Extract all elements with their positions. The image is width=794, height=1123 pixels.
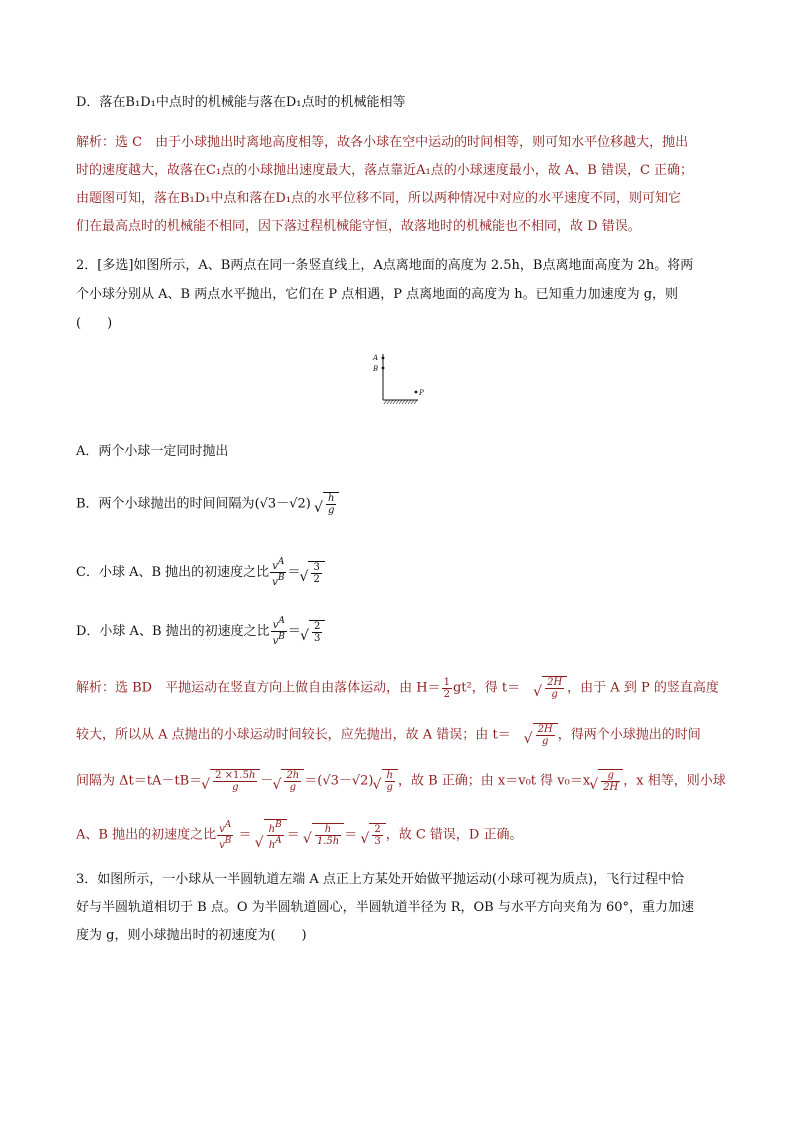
q2-stem-line-3: ( ) [76,316,113,331]
q2-analysis-1a: 解析：选 BD 平抛运动在竖直方向上做自由落体运动，由 H＝ [76,680,441,696]
q3-stem-line-1: 3．如图所示，一小球从一半圆轨道左端 A 点正上方某处开始做平抛运动(小球可视为质点)，飞行过程中恰 [76,872,685,887]
q2-analysis-3e: ，x 相等，则小球 [623,773,726,789]
q2-option-d: D．小球 A、B 抛出的初速度之比 $\frac{vA}{vB}$ ＝ √ $\frac{2}{3}$ [76,616,325,647]
q2-analysis-line-1: 解析：选 BD 平抛运动在竖直方向上做自由落体运动，由 H＝ $\frac{1}{2}$ gt²，得 t＝ √ $\frac{2H}{g}$ ，由于 A 到 P 的竖直高度 [76,676,719,700]
q2-analysis-3a: 间隔为 Δt＝tA－tB＝ [76,773,203,789]
q2-analysis-1b: gt²，得 t＝ [452,680,521,696]
q2-option-b-text: B．两个小球抛出的时间间隔为 [76,496,255,512]
q2-option-d-radical: √ $\frac{2}{3}$ [309,620,325,644]
q2-figure [368,348,424,408]
q1-option-d: D．落在B₁D₁中点时的机械能与落在D₁点时的机械能相等 [76,95,406,110]
q2-option-b [76,492,339,516]
q3-stem-line-3: 度为 g，则小球抛出时的初速度为( ) [76,928,307,943]
point-p-dot [415,391,418,394]
q2-option-a: A．两个小球一定同时抛出 [76,444,229,459]
q2-analysis-4a: A、B 抛出的初速度之比 [76,827,217,843]
q2-option-c-text: C．小球 A、B 抛出的初速度之比 [76,565,270,580]
q2-analysis-3d: ，故 B 正确；由 x＝v₀t 得 v₀＝x [397,773,591,789]
point-b-dot [382,367,385,370]
label-b: B [373,365,379,373]
q2-stem-line-1: 2．[多选]如图所示，A、B两点在同一条竖直线上，A点离地面的高度为 2.5h，B点离地面高度为 2h。将两 [76,258,694,273]
label-a: A [373,354,379,362]
q2-analysis-3c: ＝(√3－√2) [304,773,374,789]
q2-analysis-2b: ，得两个小球抛出的时间 [557,727,701,743]
q2-analysis-line-3: 间隔为 Δt＝tA－tB＝ √ $\frac{2 \times 1.5h}{g}$ － √ $\frac{2h}{g}$ ＝(√3－√2) √ $\frac{h}{g}$ ，故 B 正确；由 x＝v₀t 得 v₀＝x √ $\frac{g}{2H}$ ，x 相等，则小球 [76,769,726,793]
q2-analysis-line-2: 较大，所以从 A 点抛出的小球运动时间较长，应先抛出，故 A 错误；由 t＝ √ $\frac{2H}{g}$ ，得两个小球抛出的时间 [76,723,701,747]
q1-analysis-line-3: 由题图可知，落在B₁D₁中点和落在D₁点的水平位移不同，所以两种情况中对应的水平速度不同，则可知它 [76,191,682,206]
q3-stem-line-2: 好与半圆轨道相切于 B 点。O 为半圆轨道圆心，半圆轨道半径为 R，OB 与水平方向夹角为 60°，重力加速 [76,900,695,915]
q1-analysis-line-4: 们在最高点时的机械能不相同，因下落过程机械能守恒，故落地时的机械能也不相同，故 D 错误。 [76,219,641,234]
q2-stem-line-2: 个小球分别从 A、B 两点水平抛出，它们在 P 点相遇，P 点离地面的高度为 h。已知重力加速度为 g，则 [76,287,679,302]
q2-option-d-text: D．小球 A、B 抛出的初速度之比 [76,624,270,639]
q2-analysis-4b: ，故 C 错误，D 正确。 [385,827,523,843]
q2-analysis-1c: ，由于 A 到 P 的竖直高度 [567,680,719,696]
ground-hatching [384,400,417,404]
q2-option-b-sqrt-diff: (√3－√2) [254,496,311,512]
q2-analysis-3b: － [260,773,274,789]
q2-analysis-2a: 较大，所以从 A 点抛出的小球运动时间较长，应先抛出，故 A 错误；由 t＝ [76,727,511,743]
q2-option-c-radical: √ $\frac{3}{2}$ [308,561,324,585]
q1-analysis-line-1: 解析：选 C 由于小球抛出时离地高度相等，故各小球在空中运动的时间相等，则可知水平位移越大，抛出 [76,135,689,150]
q2-option-b-radical: √ $\frac{h}{g}$ [323,492,339,516]
label-p: P [419,389,424,397]
q2-analysis-line-4: A、B 抛出的初速度之比 $\frac{vA}{vB}$ ＝ √ $\frac{hB}{hA}$ ＝ √ $\frac{h}{1.5h}$ ＝ √ $\frac{2}{3}$ ，故 C 错误，D 正确。 [76,819,522,851]
point-a-dot [382,357,385,360]
q2-option-c: C．小球 A、B 抛出的初速度之比 $\frac{vA}{vB}$ ＝ √ $\frac{3}{2}$ [76,557,325,588]
q1-analysis-line-2: 时的速度越大，故落在C₁点的小球抛出速度最大，落点靠近A₁点的小球速度最小，故 A、B 错误，C 正确； [76,163,694,178]
